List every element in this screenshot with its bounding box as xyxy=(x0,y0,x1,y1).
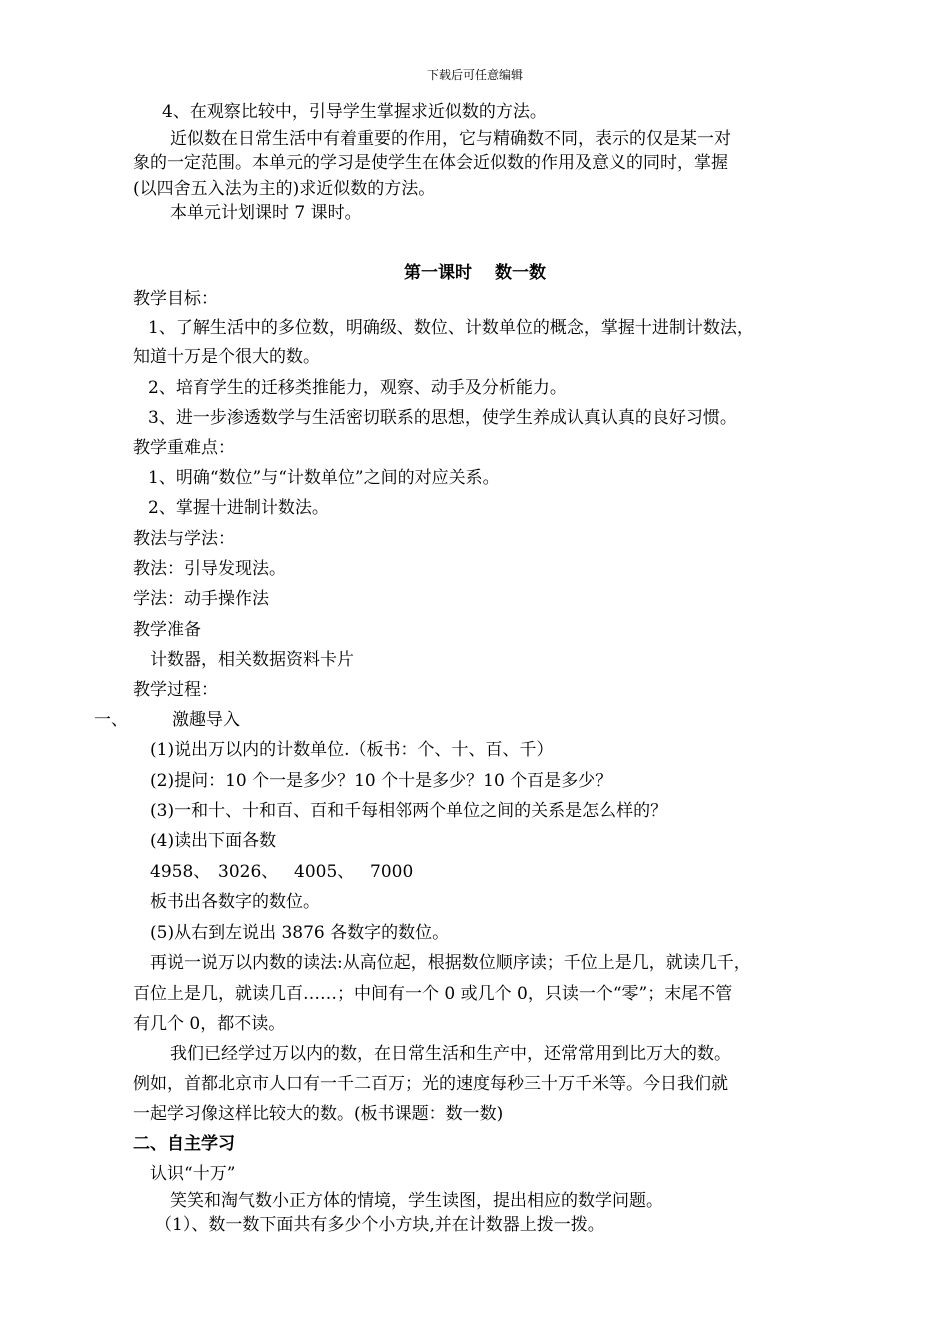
number-item: 4958、 xyxy=(150,862,211,882)
question-4: (4)读出下面各数 xyxy=(150,831,277,851)
key-point-1: 1、明确“数位”与“计数单位”之间的对应关系。 xyxy=(148,468,500,488)
lesson-title: 第一课时 数一数 xyxy=(404,263,546,283)
key-point-2: 2、掌握十进制计数法。 xyxy=(148,498,329,518)
intro-line-1: 4、在观察比较中，引导学生掌握求近似数的方法。 xyxy=(162,102,547,122)
section-2-subtitle: 认识“十万” xyxy=(150,1164,236,1184)
paragraph-3: 一起学习像这样比较大的数。(板书课题：数一数) xyxy=(133,1104,504,1124)
number-list xyxy=(150,862,413,882)
reading-rule-3: 有几个 0，都不读。 xyxy=(133,1014,286,1034)
learn-method: 学法：动手操作法 xyxy=(133,589,269,609)
section-1-title: 激趣导入 xyxy=(172,710,240,730)
question-2: (2)提问：10 个一是多少？10 个十是多少？10 个百是多少？ xyxy=(150,771,613,791)
intro-line-3: 象的一定范围。本单元的学习是使学生在体会近似数的作用及意义的同时，掌握 xyxy=(133,153,728,173)
question-3: (3)一和十、十和百、百和千每相邻两个单位之间的关系是怎么样的？ xyxy=(150,801,668,821)
goal-3: 3、进一步渗透数学与生活密切联系的思想，使学生养成认真认真的良好习惯。 xyxy=(148,408,737,428)
methods-label: 教法与学法： xyxy=(133,529,235,549)
question-5: (5)从右到左说出 3876 各数字的数位。 xyxy=(150,923,450,943)
goal-1a: 1、了解生活中的多位数，明确级、数位、计数单位的概念，掌握十进制计数法， xyxy=(148,318,754,338)
section-1-number: 一、 xyxy=(94,710,128,730)
goal-1b: 知道十万是个很大的数。 xyxy=(133,347,320,367)
number-item: 7000 xyxy=(370,862,414,882)
goals-label: 教学目标： xyxy=(133,289,218,309)
key-points-label: 教学重难点： xyxy=(133,438,235,458)
section-2-heading: 二、自主学习 xyxy=(133,1134,235,1154)
number-item: 4005、 xyxy=(294,862,355,882)
teach-method: 教法：引导发现法。 xyxy=(133,559,286,579)
intro-line-4: (以四舍五入法为主的)求近似数的方法。 xyxy=(133,179,436,199)
goal-2: 2、培育学生的迁移类推能力，观察、动手及分析能力。 xyxy=(148,378,567,398)
number-item: 3026、 xyxy=(218,862,279,882)
reading-rule-1: 再说一说万以内数的读法:从高位起，根据数位顺序读；千位上是几，就读几千， xyxy=(150,953,751,973)
intro-line-2: 近似数在日常生活中有着重要的作用，它与精确数不同，表示的仅是某一对 xyxy=(170,129,731,149)
paragraph-1: 我们已经学过万以内的数，在日常生活和生产中，还常常用到比万大的数。 xyxy=(170,1044,731,1064)
paragraph-2: 例如，首都北京市人口有一千二百万；光的速度每秒三十万千米等。今日我们就 xyxy=(133,1074,728,1094)
intro-line-5: 本单元计划课时 7 课时。 xyxy=(170,203,362,223)
process-label: 教学过程： xyxy=(133,680,218,700)
question-1: (1)说出万以内的计数单位.（板书：个、十、百、千） xyxy=(150,740,554,760)
reading-rule-2: 百位上是几，就读几百……；中间有一个 0 或几个 0，只读一个“零”；末尾不管 xyxy=(133,984,733,1004)
section-2-line-1: 笑笑和淘气数小正方体的情境，学生读图，提出相应的数学问题。 xyxy=(170,1191,663,1211)
prep-items: 计数器，相关数据资料卡片 xyxy=(150,650,354,670)
header-note: 下载后可任意编辑 xyxy=(426,68,523,82)
section-2-line-2: （1）、数一数下面共有多少个小方块,并在计数器上拨一拨。 xyxy=(155,1215,605,1235)
board-note: 板书出各数字的数位。 xyxy=(150,892,320,912)
prep-label: 教学准备 xyxy=(133,620,201,640)
